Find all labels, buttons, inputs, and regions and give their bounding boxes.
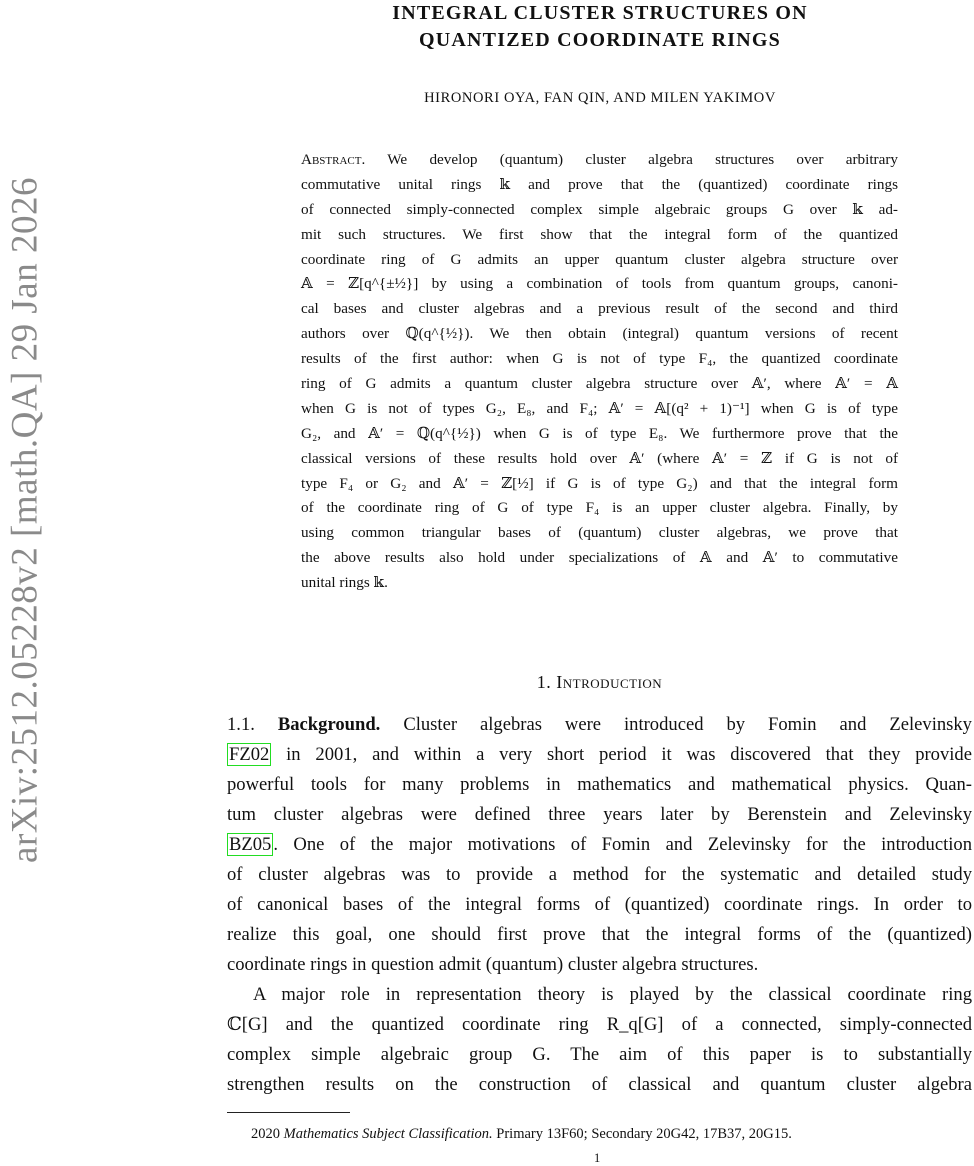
subsection-title: Background. [277,714,381,735]
abstract-line: coordinate ring of G admits an upper quantum cluster algebra structure over [301,250,898,268]
arxiv-watermark [0,120,50,920]
abstract-line: of connected simply-connected complex simple algebraic groups G over 𝕜 ad- [301,200,898,218]
body-line: FZ02 in 2001, and within a very short period it was discovered that they provide [229,744,972,765]
body-line: realize this goal, one should first prove that the integral forms of the (quantized) [227,924,972,945]
abstract-line: when G is not of types G₂, E₈, and F₄; 𝔸′ = 𝔸[(q² + 1)⁻¹] when G is of type [301,399,898,417]
abstract-line: ring of G admits a quantum cluster algebra structure over 𝔸′, where 𝔸′ = 𝔸 [301,375,898,393]
body-line: tum cluster algebras were defined three years later by Berenstein and Zelevinsky [227,804,972,825]
body-line: of cluster algebras was to provide a method for the systematic and detailed study [227,864,972,885]
body-line: of canonical bases of the integral forms of (quantized) coordinate rings. In order to [227,894,972,915]
citation-link-bz05[interactable]: BZ05 [229,834,272,855]
body-line: strengthen results on the construction of classical and quantum cluster algebra [227,1074,972,1095]
footnote-msc [251,1126,792,1143]
body-line: A major role in representation theory is played by the classical coordinate ring [253,984,972,1005]
abstract-line: the above results also hold under specializations of 𝔸 and 𝔸′ to commutative [301,549,898,567]
abstract-line: mit such structures. We first show that the integral form of the quantized [301,225,898,243]
author-list: HIRONORI OYA, FAN QIN, AND MILEN YAKIMOV [424,90,776,106]
abstract-line: cal bases and cluster algebras and a previous result of the second and third [301,300,898,318]
body-line: powerful tools for many problems in mathematics and mathematical physics. Quan- [227,774,972,795]
paper-title [300,0,900,54]
abstract-line: 𝔸 = ℤ[q^{±½}] by using a combination of tools from quantum groups, canoni- [301,275,898,293]
footnote-year: 2020 [251,1126,280,1142]
abstract-line: unital rings 𝕜. [301,574,388,592]
abstract-line: authors over ℚ(q^{½}). We then obtain (integral) quantum versions of recent [301,325,898,343]
title-line-1: INTEGRAL CLUSTER STRUCTURES ON [392,2,808,24]
abstract-line: G₂, and 𝔸′ = ℚ(q^{½}) when G is of type E₈. We furthermore prove that the [301,424,898,442]
section-number: 1. [536,672,552,692]
body-line: complex simple algebraic group G. The aim of this paper is to substantially [227,1044,972,1065]
body-line: coordinate rings in question admit (quantum) cluster algebra structures. [227,954,759,975]
body-line: ℂ[G] and the quantized coordinate ring R_q[G] of a connected, simply-connected [227,1014,972,1035]
body-text [227,710,972,1100]
citation-link-fz02[interactable]: FZ02 [229,744,270,765]
page-number: 1 [594,1151,601,1165]
footnote-label: Mathematics Subject Classification. [283,1126,493,1142]
arxiv-id: arXiv:2512.05228v2 [math.QA] 29 Jan 2026 [4,177,46,863]
title-line-2: QUANTIZED COORDINATE RINGS [419,29,781,51]
footnote-rule [227,1112,350,1113]
body-line: 1.1. Background. Cluster algebras were introduced by Fomin and Zelevinsky [227,714,972,735]
abstract-line: commutative unital rings 𝕜 and prove that the (quantized) coordinate rings [301,175,898,193]
body-line: BZ05 . One of the major motivations of Fomin and Zelevinsky for the introduction [229,834,972,855]
abstract-line: type F₄ or G₂ and 𝔸′ = ℤ[½] if G is of type G₂) and that the integral form [301,474,898,492]
abstract-line: Abstract. We develop (quantum) cluster algebra structures over arbitrary [301,151,898,168]
section-heading [227,672,972,693]
abstract-line: classical versions of these results hold over 𝔸′ (where 𝔸′ = ℤ if G is not of [301,449,898,467]
abstract [301,148,898,596]
abstract-line: using common triangular bases of (quantum) cluster algebras, we prove that [301,524,898,542]
footnote-text: Primary 13F60; Secondary 20G42, 17B37, 20G15. [496,1126,792,1142]
subsection-number: 1.1. [227,714,255,735]
section-title: Introduction [556,672,663,692]
abstract-label: Abstract. [301,151,366,168]
abstract-line: results of the first author: when G is not of type F₄, the quantized coordinate [301,350,898,368]
abstract-line: of the coordinate ring of G of type F₄ is an upper cluster algebra. Finally, by [301,499,898,517]
